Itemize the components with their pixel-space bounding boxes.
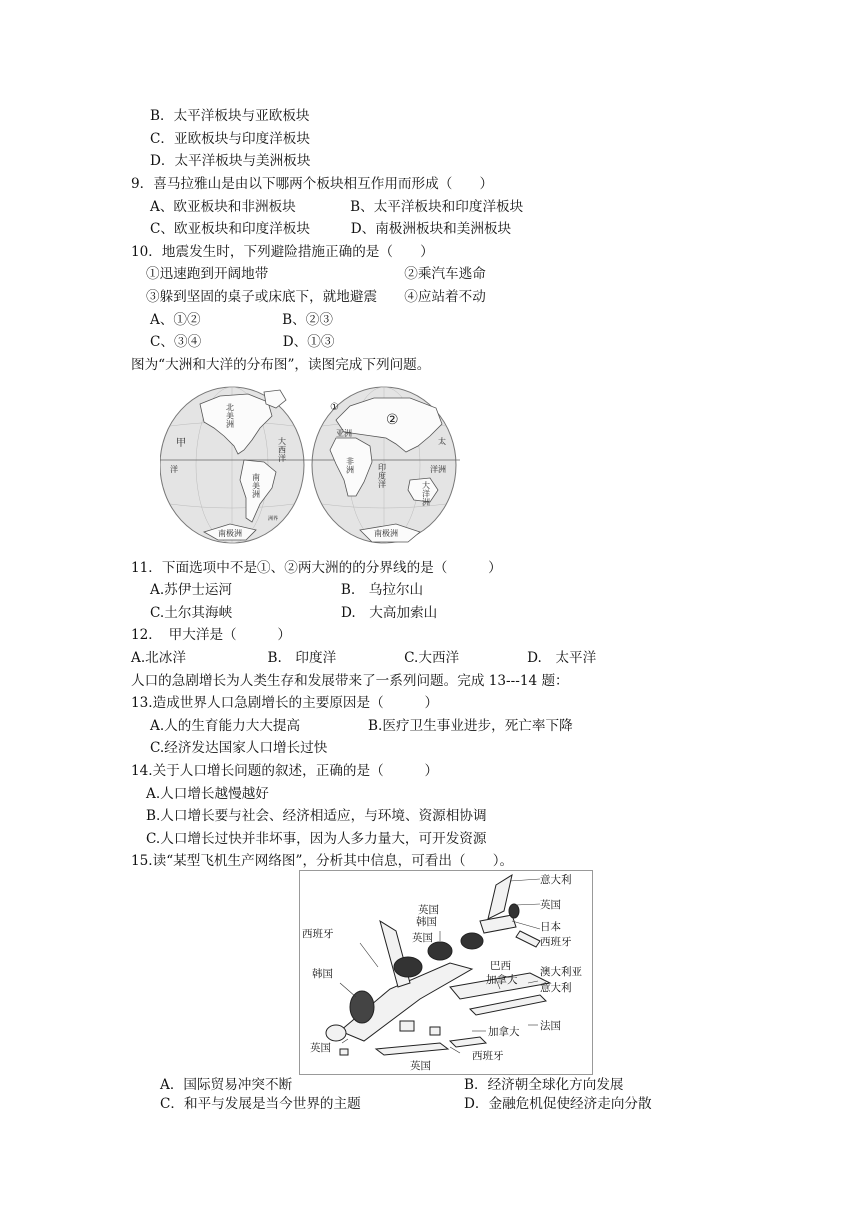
map-intro: 图为“大洲和大洋的分布图”，读图完成下列问题。 (131, 357, 431, 373)
label-france: 法国 (540, 1020, 561, 1032)
label-africa: 非洲 (346, 457, 354, 475)
tail-shape (488, 875, 512, 919)
label-north-america: 北美洲 (226, 403, 234, 429)
q11-options-cd: C.土尔其海峡 D. 大高加索山 (150, 605, 438, 621)
population-intro: 人口的急剧增长为人类生存和发展带来了一系列问题。完成 13---14 题： (131, 673, 569, 689)
label-australia: 澳大利亚 (540, 966, 582, 978)
label-uk-low: 英国 (410, 1060, 431, 1072)
label-asia-west: 亚洲 (336, 429, 352, 438)
q14-option-b: B.人口增长要与社会、经济相适应，与环境、资源相协调 (146, 808, 487, 824)
q10-statements-12: ①迅速跑到开阔地带 ②乘汽车逃命 (146, 266, 486, 282)
label-ocean-east: 洋洲 (430, 465, 446, 474)
q15-option-a: A．国际贸易冲突不断 (160, 1077, 293, 1093)
q10-options-cd: C、③④ D、①③ (150, 334, 335, 350)
label-uk-tail: 英国 (540, 899, 561, 911)
q10-statements-34: ③躲到坚固的桌子或床底下，就地避震 ④应站着不动 (146, 289, 486, 305)
label-ocean-jia: 甲 (176, 438, 186, 449)
q8-option-d: D．太平洋板块与美洲板块 (150, 153, 311, 169)
label-spain-low: 西班牙 (472, 1050, 504, 1062)
q9-options-cd: C、欧亚板块和印度洋板块 D、南极洲板块和美洲板块 (150, 221, 512, 237)
q15-option-c: C．和平与发展是当今世界的主题 (160, 1096, 361, 1112)
q8-option-c: C．亚欧板块与印度洋板块 (150, 131, 310, 147)
question-15: 15.读“某型飞机生产网络图”，分析其中信息，可看出（ ）。 (131, 853, 514, 869)
label-uk-engine-2: 英国 (412, 932, 433, 944)
q11-options-ab: A.苏伊士运河 B. 乌拉尔山 (150, 582, 424, 598)
label-continent-2: ② (386, 412, 399, 428)
label-korea-body: 韩国 (312, 968, 333, 980)
q14-option-a: A.人口增长越慢越好 (146, 786, 269, 802)
q14-option-c: C.人口增长过快并非坏事，因为人多力量大，可开发资源 (146, 831, 487, 847)
aircraft-production-diagram (299, 870, 593, 1075)
q10-options-ab: A、①② B、②③ (150, 312, 333, 328)
label-indian-ocean: 印度洋 (378, 463, 386, 489)
label-uk-nose: 英国 (310, 1042, 331, 1054)
label-italy-wing: 意大利 (540, 982, 572, 994)
question-14: 14.关于人口增长问题的叙述，正确的是（ ） (131, 763, 439, 779)
label-uk-engine: 英国 (418, 904, 439, 916)
label-south-america: 南美洲 (252, 473, 260, 499)
question-11: 11．下面选项中不是①、②两大洲的的分界线的是（ ） (131, 560, 502, 576)
label-pacific-east: 太 (438, 437, 446, 446)
label-ocean-west: 洋 (170, 465, 178, 474)
label-continent-1: ① (330, 402, 339, 413)
label-italy-top: 意大利 (540, 874, 572, 886)
q12-options: A.北冰洋 B. 印度洋 C.大西洋 D. 太平洋 (131, 650, 597, 666)
q13-options-ab: A.人的生育能力大大提高 B.医疗卫生事业进步，死亡率下降 (150, 718, 573, 734)
label-canada-wing: 加拿大 (486, 974, 518, 986)
label-oceania: 大洋洲 (422, 481, 430, 507)
question-13: 13.造成世界人口急剧增长的主要原因是（ ） (131, 695, 439, 711)
label-canada-low: 加拿大 (488, 1026, 520, 1038)
continents-oceans-map (160, 384, 460, 546)
question-12: 12． 甲大洋是（ ） (131, 627, 292, 643)
label-korea-engine: 韩国 (416, 916, 437, 928)
label-scale: 洲界 (268, 516, 279, 522)
q8-option-b: B．太平洋板块与亚欧板块 (150, 108, 310, 124)
label-atlantic: 大西洋 (278, 437, 286, 463)
label-japan: 日本 (540, 921, 561, 933)
q9-options-ab: A、欧亚板块和非洲板块 B、太平洋板块和印度洋板块 (150, 199, 524, 215)
label-spain-tail: 西班牙 (540, 936, 572, 948)
question-9: 9．喜马拉雅山是由以下哪两个板块相互作用而形成（ ） (131, 176, 494, 192)
q13-option-c: C.经济发达国家人口增长过快 (150, 740, 328, 756)
q15-option-d: D．金融危机促使经济走向分散 (464, 1096, 652, 1112)
label-antarctica-east: 南极洲 (374, 529, 398, 538)
question-10: 10．地震发生时，下列避险措施正确的是（ ） (131, 244, 434, 260)
label-antarctica-west: 南极洲 (218, 529, 242, 538)
q15-option-b: B．经济朝全球化方向发展 (464, 1077, 624, 1093)
label-spain-wing: 西班牙 (302, 928, 334, 940)
label-brazil: 巴西 (490, 960, 511, 972)
